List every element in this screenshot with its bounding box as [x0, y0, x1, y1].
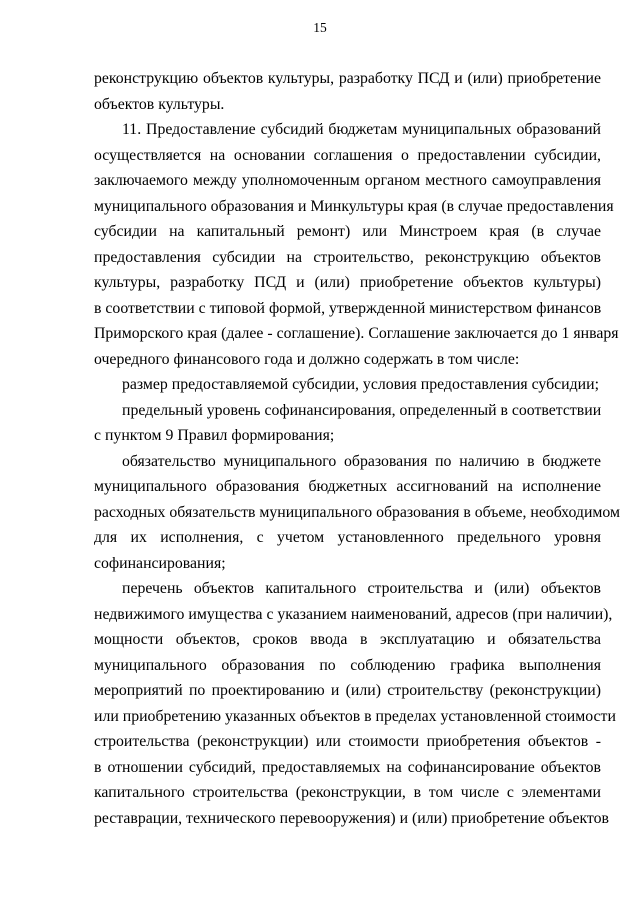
- text-line: субсидии на капитальный ремонт) или Минстроем края (в случае: [94, 223, 601, 240]
- text-line: предоставления субсидии на строительство, реконструкцию объектов: [94, 248, 601, 266]
- text-line: капитального строительства (реконструкции, в том числе с элементами: [94, 784, 601, 801]
- text-line: заключаемого между уполномоченным органом местного самоуправления: [94, 172, 601, 189]
- text-line: осуществляется на основании соглашения о предоставлении субсидии,: [94, 146, 601, 164]
- paragraph: [94, 372, 601, 398]
- text-line: реставрации, технического перевооружения) и (или) приобретение объектов: [94, 809, 609, 827]
- paragraph: [94, 576, 616, 831]
- text-line: недвижимого имущества с указанием наименований, адресов (при наличии),: [94, 605, 613, 623]
- document-body: [94, 66, 621, 831]
- text-line: Приморского края (далее - соглашение). Соглашение заключается до 1 января: [94, 325, 619, 342]
- paragraph: [94, 117, 619, 372]
- text-line: размер предоставляемой субсидии, условия предоставления субсидии;: [122, 376, 599, 393]
- text-line: муниципального образования и Минкультуры края (в случае предоставления: [94, 197, 614, 215]
- text-line: культуры, разработку ПСД и (или) приобретение объектов культуры): [94, 274, 601, 291]
- text-line: с пунктом 9 Правил формирования;: [94, 427, 335, 444]
- text-line: в соответствии с типовой формой, утвержденной министерством финансов: [94, 299, 602, 317]
- text-line: муниципального образования по соблюдению графика выполнения: [94, 656, 601, 674]
- page-number: 15: [313, 20, 327, 35]
- text-line: или приобретению указанных объектов в пределах установленной стоимости: [94, 707, 616, 725]
- text-line: строительства (реконструкции) или стоимости приобретения объектов -: [94, 733, 601, 750]
- text-line: мероприятий по проектированию и (или) строительству (реконструкции): [94, 682, 601, 699]
- text-line: очередного финансового года и должно содержать в том числе:: [94, 350, 520, 368]
- paragraph: [94, 398, 601, 449]
- paragraph: [94, 449, 621, 577]
- text-line: реконструкцию объектов культуры, разработку ПСД и (или) приобретение: [94, 70, 601, 87]
- text-line: софинансирования;: [94, 554, 226, 572]
- text-line: расходных обязательств муниципального образования в объеме, необходимом: [94, 503, 621, 521]
- text-line: объектов культуры.: [94, 95, 225, 113]
- text-line: обязательство муниципального образования по наличию в бюджете: [122, 452, 601, 470]
- text-line: муниципального образования бюджетных ассигнований на исполнение: [94, 478, 601, 495]
- text-line: в отношении субсидий, предоставляемых на софинансирование объектов: [94, 758, 601, 776]
- text-line: перечень объектов капитального строительства и (или) объектов: [122, 580, 601, 597]
- text-line: предельный уровень софинансирования, определенный в соответствии: [122, 401, 602, 419]
- text-line: для их исполнения, с учетом установленного предельного уровня: [94, 529, 601, 546]
- text-line: 11. Предоставление субсидий бюджетам муниципальных образований: [122, 121, 601, 138]
- paragraph: [94, 66, 601, 117]
- text-line: мощности объектов, сроков ввода в эксплуатацию и обязательства: [94, 631, 601, 648]
